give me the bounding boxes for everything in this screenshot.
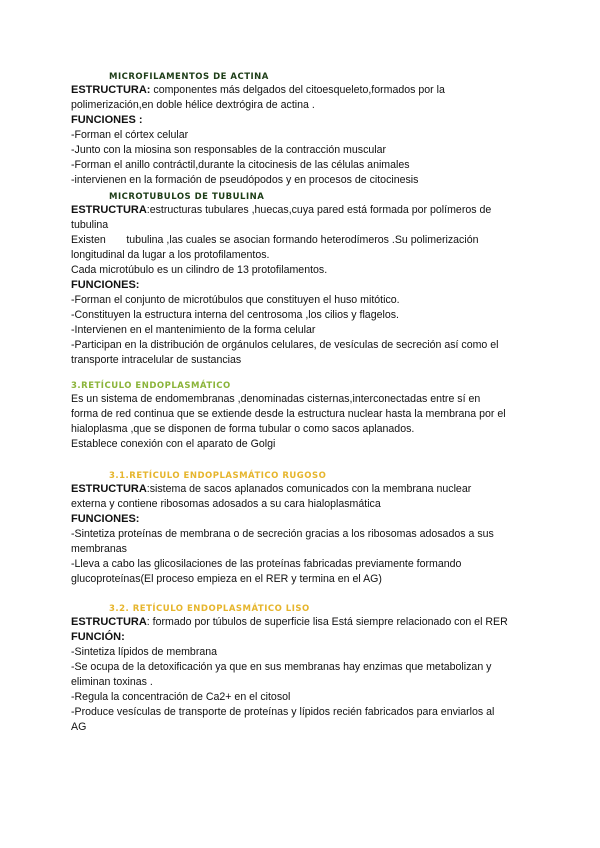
- heading-rel: 3.2. RETÍCULO ENDOPLASMÁTICO LISO: [109, 604, 310, 614]
- estructura-tubulina-cont: tubulina: [71, 219, 109, 231]
- funciones-label: FUNCIONES :: [71, 114, 143, 126]
- list-item: -Sintetiza lípidos de membrana: [71, 646, 218, 658]
- list-item: -Forman el anillo contráctil,durante la citocinesis de las células animales: [71, 159, 410, 171]
- paragraph-line: longitudinal da lugar a los protofilamentos.: [71, 249, 270, 261]
- list-item: membranas: [71, 543, 127, 555]
- list-item: -Intervienen en el mantenimiento de la forma celular: [71, 324, 316, 336]
- estructura-rel: [71, 615, 531, 630]
- list-item: eliminan toxinas .: [71, 676, 153, 688]
- paragraph-line: Establece conexión con el aparato de Golgi: [71, 438, 276, 450]
- estructura-label: ESTRUCTURA: [71, 616, 147, 628]
- list-item: -Lleva a cabo las glicosilaciones de las proteínas fabricadas previamente formando: [71, 558, 462, 570]
- paragraph-line: hialoplasma ,que se disponen de forma tubular o como sacos aplanados.: [71, 423, 415, 435]
- list-item: AG: [71, 721, 87, 733]
- estructura-label: ESTRUCTURA: [71, 483, 147, 495]
- funcion-label: FUNCIÓN:: [71, 631, 125, 643]
- list-item: -Constituyen la estructura interna del centrosoma ,los cilios y flagelos.: [71, 309, 399, 321]
- paragraph-line: Es un sistema de endomembranas ,denominadas cisternas,interconectadas entre sí en: [71, 393, 481, 405]
- list-item: -Sintetiza proteínas de membrana o de secreción gracias a los ribosomas adosados a sus: [71, 528, 494, 540]
- estructura-actina-cont: polimerización,en doble hélice dextrógira de actina .: [71, 99, 315, 111]
- estructura-text: componentes más delgados del citoesqueleto,formados por la: [150, 84, 445, 96]
- section-rel: [71, 604, 531, 735]
- list-item: -Forman el córtex celular: [71, 129, 189, 141]
- funciones-label: FUNCIONES:: [71, 279, 140, 291]
- heading-rer: 3.1.RETÍCULO ENDOPLASMÁTICO RUGOSO: [109, 471, 327, 481]
- estructura-actina: [71, 83, 531, 98]
- funciones-label: FUNCIONES:: [71, 513, 140, 525]
- section-rer: [71, 471, 531, 587]
- list-item: glucoproteínas(El proceso empieza en el RER y termina en el AG): [71, 573, 382, 585]
- section-actina: [71, 72, 531, 188]
- list-item: -Produce vesículas de transporte de proteínas y lípidos recién fabricados para enviarlos al: [71, 706, 495, 718]
- estructura-text: :estructuras tubulares ,huecas,cuya pared está formada por polímeros de: [146, 204, 492, 216]
- heading-tubulina: MICROTUBULOS DE TUBULINA: [109, 192, 265, 202]
- list-item: -Junto con la miosina son responsables de la contracción muscular: [71, 144, 387, 156]
- estructura-tubulina: [71, 203, 531, 218]
- paragraph-line: Existen tubulina ,las cuales se asocian formando heterodímeros .Su polimerización: [71, 234, 479, 246]
- estructura-text: : formado por túbulos de superficie lisa Está siempre relacionado con el RER: [146, 616, 508, 628]
- section-reticulo: [71, 381, 531, 452]
- estructura-text: :sistema de sacos aplanados comunicados con la membrana nuclear: [146, 483, 472, 495]
- list-item: -Se ocupa de la detoxificación ya que en sus membranas hay enzimas que metabolizan y: [71, 661, 492, 673]
- estructura-rer-cont: externa y contiene ribosomas adosados a su cara hialoplasmática: [71, 498, 381, 510]
- estructura-rer: [71, 482, 531, 497]
- paragraph-line: Cada microtúbulo es un cilindro de 13 protofilamentos.: [71, 264, 328, 276]
- estructura-label: ESTRUCTURA: [71, 204, 147, 216]
- section-tubulina: [71, 192, 531, 368]
- estructura-label: ESTRUCTURA:: [71, 84, 151, 96]
- list-item: -intervienen en la formación de pseudópodos y en procesos de citocinesis: [71, 174, 419, 186]
- list-item: -Forman el conjunto de microtúbulos que constituyen el huso mitótico.: [71, 294, 400, 306]
- list-item: -Participan en la distribución de orgánulos celulares, de vesículas de secreción así como el: [71, 339, 499, 351]
- heading-reticulo: 3.RETÍCULO ENDOPLASMÁTICO: [71, 381, 231, 391]
- paragraph-line: forma de red continua que se extiende desde la estructura nuclear hasta la membrana por el: [71, 408, 506, 420]
- list-item: -Regula la concentración de Ca2+ en el citosol: [71, 691, 291, 703]
- list-item: transporte intracelular de sustancias: [71, 354, 242, 366]
- heading-actina: MICROFILAMENTOS DE ACTINA: [109, 72, 269, 82]
